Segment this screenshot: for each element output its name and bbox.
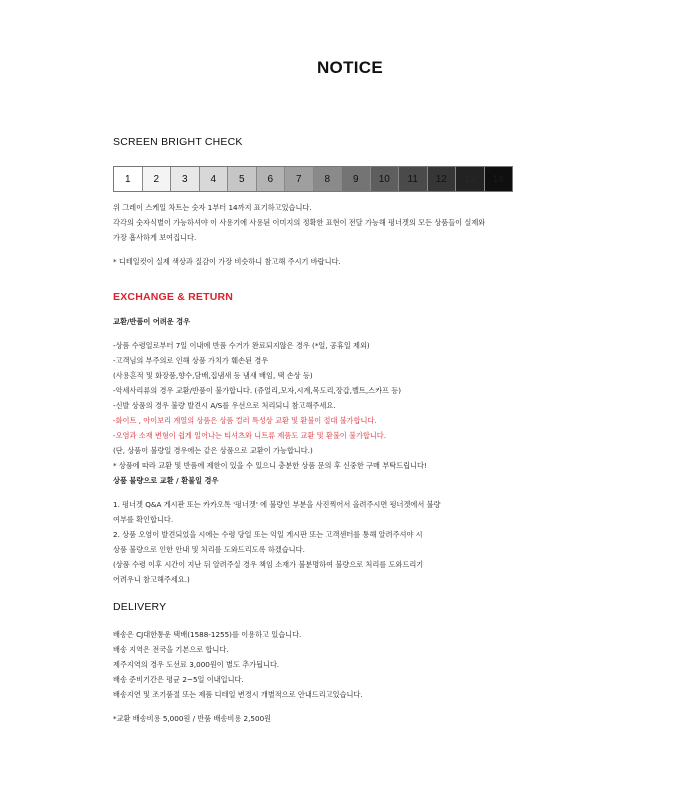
text-line: -신발 상품의 경우 불량 발견시 A/S를 우선으로 처리되니 참고해주세요. [113,401,336,410]
gray-scale-cell: 4 [200,167,229,191]
text-line: (사용흔적 및 화장품,향수,담배,집냄새 등 냄새 배임, 택 손상 등) [113,371,313,380]
gray-scale-chart [113,166,513,192]
subheading: 교환/반품이 어려운 경우 [113,317,191,326]
gray-scale-cell: 12 [428,167,457,191]
gray-scale-cell: 1 [114,167,143,191]
text-line: -상품 수령일로부터 7일 이내에 반품 수거가 완료되지않은 경우 (*일, 공휴일 제외) [113,341,370,350]
text-line: 배송 지역은 전국을 기본으로 합니다. [113,645,229,654]
page-title: NOTICE [316,58,384,77]
exchange-return-text [113,314,593,587]
text-line: 각각의 숫자식별이 가능하셔야 이 사용기에 사용된 이미지의 정확한 표현이 전달 가능해 펑너겟의 모든 상품들이 실제와 [113,218,486,227]
text-line: -고객님의 부주의로 인해 상품 가치가 훼손된 경우 [113,356,269,365]
text-line: 1. 펑너겟 Q&A 게시판 또는 카카오톡 '펑너겟' 에 불량인 부분을 사진찍어서 올려주시면 펑너겟에서 불량 [113,500,441,509]
text-line: 배송 준비기간은 평균 2~5일 이내입니다. [113,675,244,684]
text-line: 어려우니 참고해주세요.) [113,575,190,584]
spacer [113,245,593,254]
delivery-text [113,627,593,726]
text-line: (상품 수령 이후 시간이 지난 뒤 알려주실 경우 책임 소재가 불분명하여 불량으로 처리를 도와드리기 [113,560,424,569]
text-line: 배송은 CJ대한통운 택배(1588-1255)를 이용하고 있습니다. [113,630,302,639]
text-line: 가장 흡사하게 보여집니다. [113,233,197,242]
text-line: -오염과 소재 변형이 쉽게 일어나는 티셔츠와 니트류 제품도 교환 및 환불이 불가합니다. [113,431,387,440]
text-line: 위 그레이 스케일 차트는 숫자 1부터 14까지 표기하고있습니다. [113,203,312,212]
exchange-return-heading: EXCHANGE & RETURN [113,291,234,303]
text-line: * 디테일컷이 실제 색상과 질감이 가장 비슷하니 참고해 주시기 바랍니다. [113,257,341,266]
screen-check-text [113,200,593,269]
text-line: *교환 배송비용 5,000원 / 반품 배송비용 2,500원 [113,714,272,723]
text-line: * 상품에 따라 교환 및 반품에 제한이 있을 수 있으니 충분한 상품 문의 후 신중한 구매 부탁드립니다! [113,461,427,470]
screen-check-heading: SCREEN BRIGHT CHECK [113,136,243,148]
gray-scale-cell: 9 [342,167,371,191]
subheading: 상품 불량으로 교환 / 환불일 경우 [113,476,219,485]
gray-scale-cell: 5 [228,167,257,191]
text-line: 여부를 확인합니다. [113,515,174,524]
gray-scale-cell: 3 [171,167,200,191]
spacer [113,702,593,711]
gray-scale-cell: 10 [371,167,400,191]
gray-scale-cell: 7 [285,167,314,191]
text-line: 상품 불량으로 인한 안내 및 처리를 도와드리도록 하겠습니다. [113,545,305,554]
gray-scale-cell: 2 [143,167,172,191]
text-line: -화이트 , 아이보리 계열의 상품은 상품 컬러 특성상 교환 및 환불이 절대 불가합니다. [113,416,377,425]
gray-scale-cell: 13 [456,167,485,191]
spacer [113,488,593,497]
text-line: 배송지연 및 조기품절 또는 제품 디테일 변경시 개별적으로 안내드리고있습니다. [113,690,363,699]
spacer [113,329,593,338]
text-line: 제주지역의 경우 도선료 3,000원이 별도 추가됩니다. [113,660,280,669]
text-line: 2. 상품 오염이 발견되었을 시에는 수령 당일 또는 익일 게시판 또는 고객센터를 통해 알려주셔야 시 [113,530,423,539]
text-line: (단, 상품이 불량일 경우에는 같은 상품으로 교환이 가능합니다.) [113,446,313,455]
delivery-heading: DELIVERY [113,601,167,613]
gray-scale-cell: 14 [485,167,513,191]
text-line: -악세사리류의 경우 교환/반품이 불가합니다. (쥬얼리,모자,시계,목도리,장갑,벨트,스카프 등) [113,386,401,395]
gray-scale-cell: 8 [314,167,343,191]
gray-scale-cell: 11 [399,167,428,191]
gray-scale-cell: 6 [257,167,286,191]
